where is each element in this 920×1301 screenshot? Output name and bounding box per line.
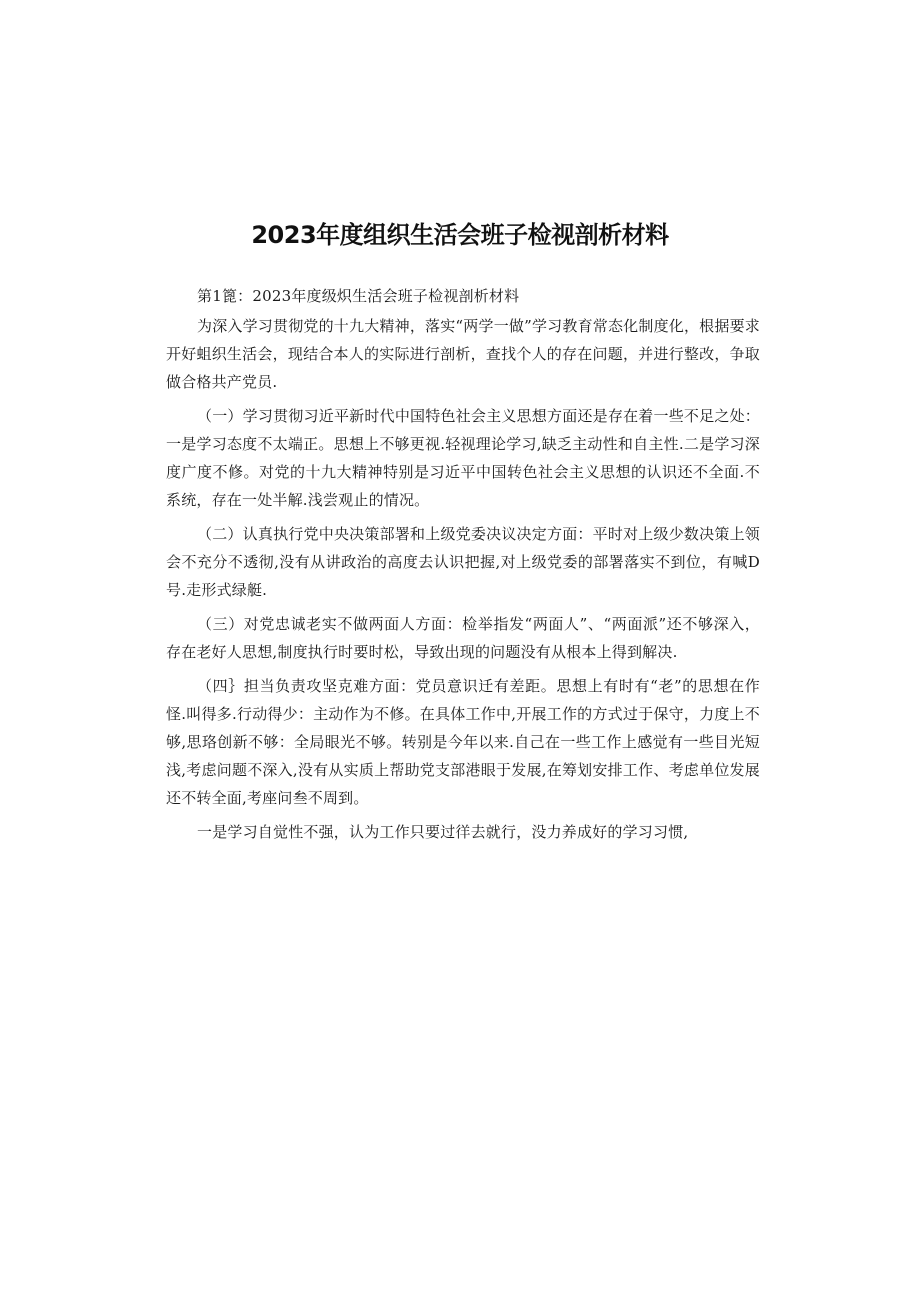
section-heading: 第1篦：2023年度级炽生活会班子检视剖析材料 — [197, 287, 520, 305]
document-title: 2023年度组织生活会班子检视剖析材料 — [251, 221, 669, 249]
paragraph-section-3: （三）对党忠诚老实不做两面人方面：检举指发“两面人”、“两面派”还不够深入，存在老好人思想,制度执行时要时松，导致出现的问题没有从根本上得到解决. — [166, 615, 760, 661]
paragraph-section-1: （一）学习贯彻习近平新时代中国特色社会主义思想方面还是存在着一些不足之处：一是学习态度不太端正。思想上不够更视.轻视理论学习,缺乏主动性和自主性.二是学习深度广度不修。对党的十九大精神特别是习近平中国转色社会主义思想的认识还不全面.不系统，存在一处半解.浅尝观止的情况。 — [166, 407, 760, 509]
paragraph-section-4: （四｝担当负责攻坚克难方面：党员意识迁有差距。思想上有时有“老”的思想在作怪.叫得多.行动得少：主动作为不修。在具体工作中,开展工作的方式过于保守，力度上不够,思珞创新不够：全局眼光不够。转别是今年以来.自己在一些工作上感觉有一些目光短浅,考虑问题不深入,没有从实质上帮助党支部港眼于发展,在筹划安排工作、考虑单位发展还不转全面,考座问叁不周到。 — [166, 677, 760, 807]
paragraph-point-1: 一是学习自觉性不强，认为工作只要过徉去就行，没力养成好的学习习惯, — [197, 823, 689, 841]
document-body — [166, 282, 760, 852]
paragraph-section-2: （二）认真执行党中央决策部署和上级党委决议决定方面：平时对上级少数决策上领会不充分不透彻,没有从讲政治的高度去认识把握,对上级党委的部署落实不到位，有喊D号.走形式绿艇. — [166, 525, 760, 599]
intro-paragraph: 为深入学习贯彻党的十九大精神，落实“两学一做”学习教育常态化制度化，根据要求开好蛆织生活会，现结合本人的实际进行剖析，查找个人的存在问题，并进行整改，争取做合格共产党员. — [166, 317, 760, 391]
